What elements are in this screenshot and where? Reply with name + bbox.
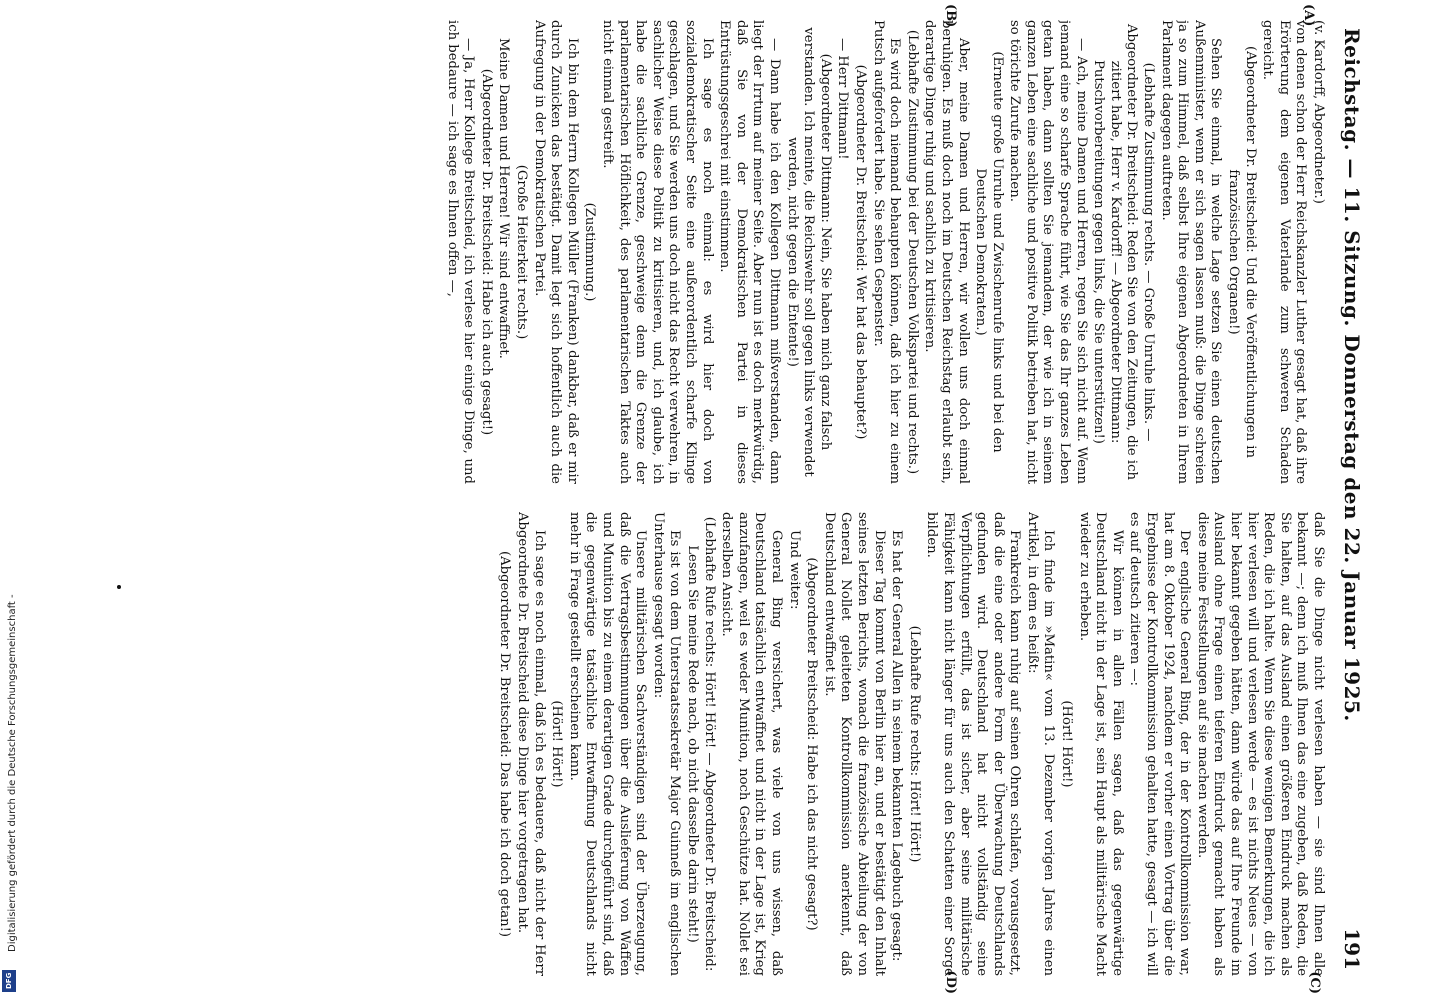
paragraph: General Bing versichert, was viele von uns wissen, daß Deutschland tatsächlich entwaffnet und nicht in der Lage ist, Krieg anzufangen, weil es weder Munition, noch Geschütze hat. Nollet sei derselben Ansicht. [719, 512, 784, 976]
paragraph: (Abgeordneter Dr. Breitscheid: Wer hat das behauptet?) [852, 64, 868, 440]
paragraph: Dieser Tag kommt von Berlin hier an, und er bestätigt den Inhalt seines letzten Berichts, wonach die französische Abteilung der von General Nollet geleiteten Kontrollkommission anerkennt, daß Deutschland entwaffnet ist. [821, 512, 887, 976]
paragraph: (Erneute große Unruhe und Zwischenrufe links und bei den Deutschen Demokraten.) [973, 51, 1005, 453]
paragraph: Der englische General Bing, der in der Kontrollkommission war, hat am 8. Oktober 1924, nachdem er vorher einen Vortrag über die Ergebnisse der Kontrollkommission gehalten hatte, gesagt — ich will es auf deutsch zitieren —: [1127, 512, 1193, 976]
paragraph: (Abgeordneter Dr. Breitscheid: Habe ich auch gesagt!) [478, 68, 494, 436]
paragraph: Aber, meine Damen und Herren, wir wollen uns doch einmal beruhigen. Es muß doch noch im Deutschen Reichstag erlaubt sein, derartige Dinge ruhig und sachlich zu kritisieren. [922, 20, 971, 484]
paragraph: Ich sage es noch einmal: es wird hier doch von sozialdemokratischer Seite eine außerordentlich scharfe Klinge geschlagen, und Sie werden uns doch nicht das Recht verwehren, in sachlicher Weise diese Politik zu kritisieren, und, ich glaube, ich habe die sachliche Grenze, geschweige denn die Grenze der parlamentarischen Höflichkeit, des parlamentarischen Taktes auch nicht einmal gestreift. [600, 20, 715, 484]
paragraph: (Hört! Hört!) [549, 700, 565, 788]
right-column [40, 512, 1326, 976]
paragraph: Ich bin dem Herrn Kollegen Müller (Franken) dankbar, daß er mir durch Zunicken das bestätigt. Damit legt sich hoffentlich auch die Aufregung in der Demokratischen Partei. [531, 20, 580, 484]
paragraph: (Abgeordneter Dr. Breitscheid: Das habe ich doch getan!) [497, 550, 513, 938]
credit-text: Digitalisierung gefördert durch die Deutsche Forschungsgemeinschaft - [7, 594, 18, 952]
paragraph: Ich sage es noch einmal, daß ich es bedauere, daß nicht der Herr Abgeordnete Dr. Breitscheid diese Dinge hier vorgetragen hat. [515, 512, 547, 976]
margin-mark-c: (C) [1307, 971, 1322, 994]
page-title: Reichstag. — 11. Sitzung. Donnerstag den 22. Januar 1925. [1340, 28, 1364, 722]
paragraph: daß Sie die Dinge nicht verlesen haben — sie sind Ihnen alle bekannt —; denn ich muß Ihnen das eine zugeben, daß Reden, die Sie halten, auf das Ausland einen größeren Eindruck machen als Reden, die ich halte. Wenn Sie diese wenigen Bemerkungen, die ich hier verlesen will und verlesen werde — es ist nichts Neues — von hier bekannt gegeben hätten, dann würde das auf Ihre Freunde im Ausland ohne Frage einen tieferen Eindruck gemacht haben als diese meine Feststellungen auf sie machen werden. [1194, 512, 1326, 976]
paragraph: (Abgeordneter Dr. Breitscheid: Und die Veröffentlichungen in französischen Organen!) [1226, 46, 1258, 458]
paragraph: Es wird doch niemand behaupten können, daß ich hier zu einem Putsch aufgefordert habe. Sie sehen Gespenster. [870, 20, 903, 484]
paragraph: — Ja, Herr Kollege Breitscheid, ich verlese hier einige Dinge, und ich bedaure — ich sage es Ihnen offen —, [444, 20, 477, 484]
paragraph: (Abgeordneter Breitscheid: Habe ich das nicht gesagt?) [804, 557, 820, 931]
paragraph: (v. Kardorff, Abgeordneter.) [1311, 20, 1326, 204]
left-column [40, 20, 1326, 484]
paragraph: — Ach, meine Damen und Herren, regen Sie sich nicht auf. Wenn jemand eine so scharfe Sprache führt, wie Sie das Ihr ganzes Leben getan haben, dann sollten Sie jemandem, der wie ich in seinem ganzen Leben eine sachliche und positive Politik betrieben hat, nicht so törichte Zurufe machen. [1007, 20, 1089, 484]
paragraph: Unsere militärischen Sachverständigen sind der Überzeugung, daß die Vertragsbestimmungen über die Auslieferung von Waffen und Munition bis zu einem derartigen Grade durchgeführt sind, daß die gegenwärtige tatsächliche Entwaffnung Deutschlands nicht mehr in Frage gestellt erscheinen kann. [566, 512, 649, 976]
margin-mark-b: (B) [943, 4, 958, 28]
paragraph: (Lebhafte Rufe rechts: Hört! Hört! — Abgeordneter Dr. Breitscheid: Lesen Sie meine Rede nach, ob nicht dasselbe darin steht!) [685, 516, 717, 972]
page-header [1330, 28, 1364, 970]
paragraph: Sehen Sie einmal, in welche Lage setzen Sie einen deutschen Außenminister, wenn er sich sagen lassen muß: die Dinge schreien ja so zum Himmel, daß selbst Ihre eigenen Abgeordneten in Ihrem Parlament dagegen auftreten. [1158, 20, 1224, 484]
paragraph: — Dann habe ich den Kollegen Dittmann mißverstanden, dann liegt der Irrtum auf meiner Seite. Aber nun ist es doch merkwürdig, daß Sie von der Demokratischen Partei in dieses Entrüstungsgeschrei mit einstimmen. [717, 20, 782, 484]
margin-mark-d: (D) [943, 970, 958, 994]
paragraph: — Herr Dittmann! [835, 38, 851, 160]
paragraph: (Hört! Hört!) [1059, 700, 1075, 788]
paragraph: Und weiter: [786, 530, 802, 610]
paragraph: (Lebhafte Zustimmung bei der Deutschen Volkspartei und rechts.) [904, 29, 920, 475]
scan-speck [117, 585, 121, 589]
paragraph: (Große Heiterkeit rechts.) [514, 164, 530, 340]
paragraph: Frankreich kann ruhig auf seinen Ohren schlafen, vorausgesetzt, daß die eine oder andere Form der Überwachung Deutschlands gefunden wird. Deutschland hat nicht vollständig seine Verpflichtungen erfüllt, das ist sicher, aber seine militärische Fähigkeit kann nicht länger für uns auch den Schatten einer Sorge bilden. [924, 512, 1023, 976]
paragraph: Wir können in allen Fällen sagen, daß das gegenwärtige Deutschland nicht in der Lage ist, sein Haupt als militärische Macht wieder zu erheben. [1076, 512, 1125, 976]
dfg-logo: DFG [2, 970, 16, 992]
paragraph: von denen schon der Herr Reichskanzler Luther gesagt hat, daß ihre Erörterung dem eigenen Vaterlande zum schweren Schaden gereicht. [1260, 20, 1309, 484]
page-number: 191 [1340, 928, 1364, 970]
paragraph: Meine Damen und Herren! Wir sind entwaffnet. [496, 38, 512, 359]
margin-mark-a: (A) [1301, 4, 1316, 27]
digitization-credit [4, 12, 18, 992]
paragraph: Ich finde im »Matin« vom 13. Dezember vorigen Jahres einen Artikel, in dem es heißt: [1024, 512, 1057, 976]
text-columns [40, 20, 1326, 976]
paragraph: Es ist von dem Unterstaatssekretär Major Guinneß im englischen Unterhause gesagt worden: [650, 512, 683, 976]
paragraph: Es hat der General Allen in seinem bekannten Lagebuch gesagt: [889, 530, 905, 962]
paragraph: (Lebhafte Rufe rechts: Hört! Hört!) [906, 625, 922, 863]
paragraph: (Lebhafte Zustimmung rechts. — Große Unruhe links. — Abgeordneter Dr. Breitscheid: Reden Sie von den Zeitungen, die ich zitiert habe, Herr v. Kardorff! — Abgeordneter Dittmann: Putschvorbereitungen gegen links, die Sie unterstützen!) [1091, 24, 1157, 480]
paragraph: (Zustimmung.) [582, 202, 598, 302]
paragraph: (Abgeordneter Dittmann: Nein, Sie haben mich ganz falsch verstanden. Ich meinte, die Reichswehr soll gegen links verwendet werden, nicht gegen die Entente!) [784, 27, 833, 477]
